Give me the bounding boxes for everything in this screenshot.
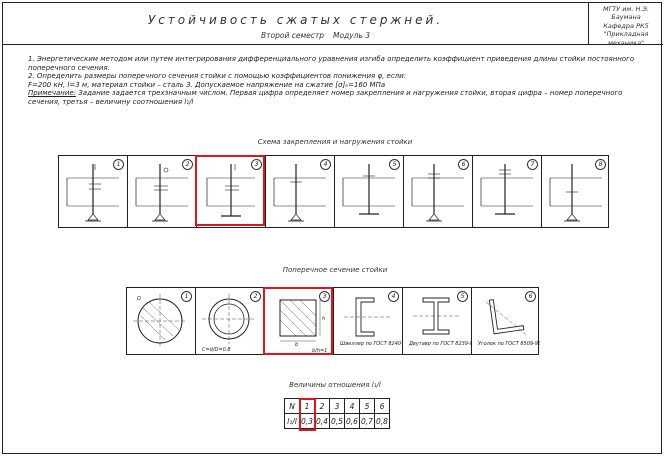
scheme-number: 6 — [458, 159, 469, 170]
task-note — [28, 89, 643, 106]
section-1[interactable] — [127, 288, 196, 354]
task-item-1: 1. Энергетическим методом или путем интегрирования дифференциального уравнения изгиба определить коэффициент приведения длины стойки постоянного поперечного сечения. — [28, 55, 635, 72]
scheme-number: 1 — [113, 159, 124, 170]
sections-row — [126, 287, 539, 355]
module-label: Модуль 3 — [333, 31, 371, 40]
task-params: F=200 кН, l=3 м, материал стойки – сталь 3. Допускаемое напряжение на сжатие [σ]ₒ=160 МПа — [28, 80, 386, 89]
channel-label: Швеллер по ГОСТ 8240-97 — [340, 341, 403, 347]
institution-block — [589, 3, 663, 45]
schemes-row — [58, 155, 609, 228]
scheme-6[interactable] — [404, 156, 473, 227]
ratios-caption: Величины отношения l₁/l — [289, 381, 381, 389]
schemes-caption: Схема закрепления и нагружения стойки — [257, 138, 413, 146]
section-number: 4 — [388, 291, 399, 302]
section-number: 5 — [457, 291, 468, 302]
section-3[interactable] — [265, 288, 334, 354]
ratio-number-cell[interactable]: 1 — [300, 399, 315, 414]
ratio-header-row — [285, 399, 390, 414]
ratio-value-cell[interactable]: 0,6 — [345, 414, 360, 429]
page-title: Устойчивость сжатых стержней. — [147, 13, 444, 27]
section-dim-d: D — [137, 296, 141, 302]
ratio-number-cell[interactable]: 4 — [345, 399, 360, 414]
ratio-table — [284, 398, 390, 429]
scheme-4[interactable] — [266, 156, 335, 227]
scheme-number: 8 — [595, 159, 606, 170]
ratio-row-label: N — [285, 399, 300, 414]
scheme-number: 3 — [251, 159, 262, 170]
ratio-value-cell[interactable]: 0,4 — [315, 414, 330, 429]
ratio-value-row — [285, 414, 390, 429]
ratio-value-cell[interactable]: 0,8 — [375, 414, 390, 429]
rect-ratio-label: b/h=1 — [312, 348, 328, 354]
rect-dim-h: h — [322, 316, 326, 322]
section-number: 6 — [525, 291, 536, 302]
scheme-number: 2 — [182, 159, 193, 170]
scheme-number: 4 — [320, 159, 331, 170]
ibeam-label: Двутавр по ГОСТ 8239-89 — [409, 341, 472, 347]
section-number: 3 — [319, 291, 330, 302]
section-number: 1 — [181, 291, 192, 302]
section-4[interactable] — [334, 288, 403, 354]
scheme-7[interactable] — [473, 156, 542, 227]
section-2[interactable] — [196, 288, 265, 354]
semester-label: Второй семестр — [261, 31, 324, 40]
ratio-value-cell[interactable]: 0,5 — [330, 414, 345, 429]
note-label: Примечание: — [28, 89, 77, 98]
ratio-value-cell[interactable]: 0,3 — [300, 414, 315, 429]
section-6[interactable] — [472, 288, 540, 354]
ratio-number-cell[interactable]: 2 — [315, 399, 330, 414]
scheme-3[interactable] — [197, 156, 266, 227]
title-block — [3, 3, 589, 45]
sections-caption: Поперечное сечение стойки — [282, 266, 388, 274]
scheme-5[interactable] — [335, 156, 404, 227]
angle-label: Уголок по ГОСТ 8509-93 — [478, 341, 540, 347]
ratio-number-cell[interactable]: 3 — [330, 399, 345, 414]
institution-line: "Прикладная механика" — [603, 30, 649, 47]
ring-ratio-label: C=d/D=0.8 — [202, 347, 231, 353]
section-5[interactable] — [403, 288, 472, 354]
scheme-number: 7 — [527, 159, 538, 170]
task-text — [28, 55, 643, 107]
task-item-2: 2. Определить размеры поперечного сечения стойки с помощью коэффициентов понижения φ, если: — [28, 72, 407, 81]
ratio-number-cell[interactable]: 6 — [375, 399, 390, 414]
scheme-8[interactable] — [542, 156, 610, 227]
section-number: 2 — [250, 291, 261, 302]
ratio-number-cell[interactable]: 5 — [360, 399, 375, 414]
scheme-2[interactable] — [128, 156, 197, 227]
institution-line: МГТУ им. Н.Э. Баумана — [602, 5, 650, 22]
scheme-1[interactable] — [59, 156, 128, 227]
ratio-row-label: l₁/l — [285, 414, 300, 429]
ratio-value-cell[interactable]: 0,7 — [360, 414, 375, 429]
note-text: Задание задается трехзначным числом. Первая цифра определяет номер закрепления и нагружения стойки, вторая цифра – номер поперечного сечения, третья – величину соотношения l₁/l — [28, 89, 623, 106]
scheme-number: 5 — [389, 159, 400, 170]
rect-dim-b: b — [295, 342, 299, 348]
institution-line: Кафедра РК5 — [603, 21, 649, 30]
